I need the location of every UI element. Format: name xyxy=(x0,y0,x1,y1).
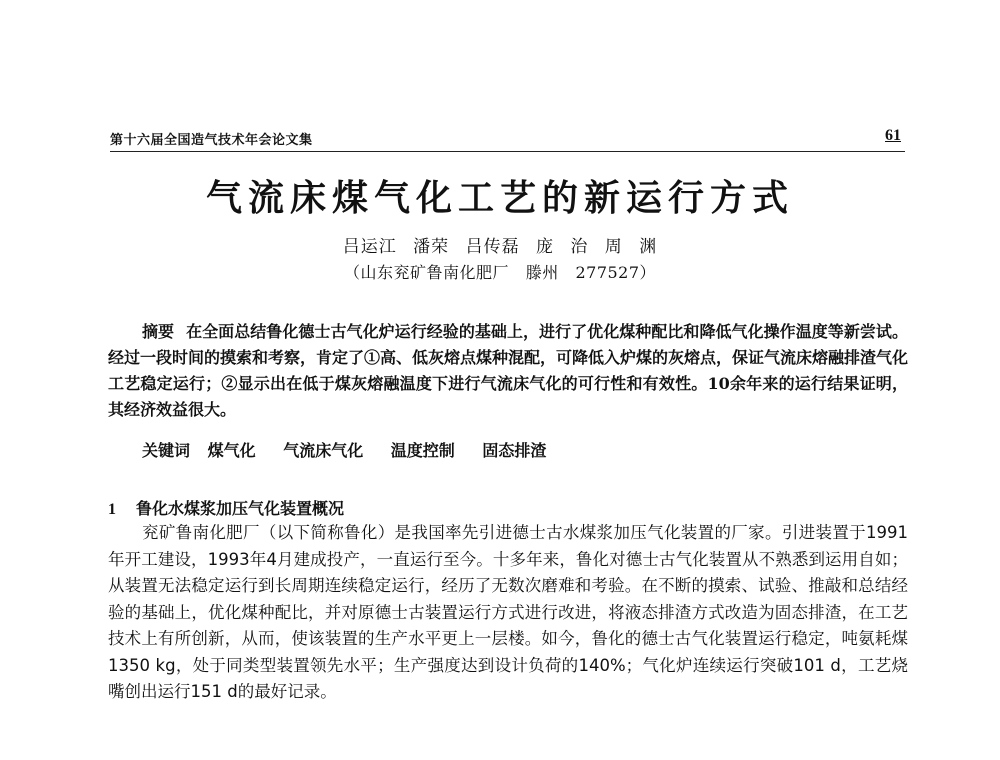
page-number: 61 xyxy=(885,127,901,144)
running-header xyxy=(110,129,905,152)
section-title: 鲁化水煤浆加压气化装置概况 xyxy=(136,499,345,518)
paper-title: 气流床煤气化工艺的新运行方式 xyxy=(205,177,794,219)
keyword: 温度控制 xyxy=(390,441,455,460)
section-heading xyxy=(108,496,344,519)
keyword: 煤气化 xyxy=(207,441,256,460)
abstract xyxy=(108,319,908,423)
keywords-label: 关键词 xyxy=(142,441,191,460)
author-list: 吕运江 潘荣 吕传磊 庞 治 周 渊 xyxy=(342,237,658,257)
keyword: 气流床气化 xyxy=(283,441,364,460)
abstract-text: 在全面总结鲁化德士古气化炉运行经验的基础上，进行了优化煤种配比和降低气化操作温度等新尝试。经过一段时间的摸索和考察，肯定了①高、低灰熔点煤种混配，可降低入炉煤的灰熔点，保证气流床熔融排渣气化工艺稳定运行；②显示出在低于煤灰熔融温度下进行气流床气化的可行性和有效性。10余年来的运行结果证明，其经济效益很大。 xyxy=(108,322,909,419)
abstract-label: 摘要 xyxy=(142,322,175,341)
journal-name: 第十六届全国造气技术年会论文集 xyxy=(110,133,313,148)
keywords xyxy=(142,438,568,461)
section-number: 1 xyxy=(108,501,116,518)
keyword: 固态排渣 xyxy=(482,441,547,460)
affiliation: （山东兖矿鲁南化肥厂 滕州 277527） xyxy=(343,263,657,282)
section-paragraph: 兖矿鲁南化肥厂（以下简称鲁化）是我国率先引进德士古水煤浆加压气化装置的厂家。引进装置于1991年开工建设，1993年4月建成投产，一直运行至今。十多年来，鲁化对德士古气化装置从不熟悉到运用自如；从装置无法稳定运行到长周期连续稳定运行，经历了无数次磨难和考验。在不断的摸索、试验、推敲和总结经验的基础上，优化煤种配比，并对原德士古装置运行方式进行改进，将液态排渣方式改造为固态排渣，在工艺技术上有所创新，从而，使该装置的生产水平更上一层楼。如今，鲁化的德士古气化装置运行稳定，吨氨耗煤1350 kg，处于同类型装置领先水平；生产强度达到设计负荷的140%；气化炉连续运行突破101 d，工艺烧嘴创出运行151 d的最好记录。 xyxy=(108,523,908,701)
